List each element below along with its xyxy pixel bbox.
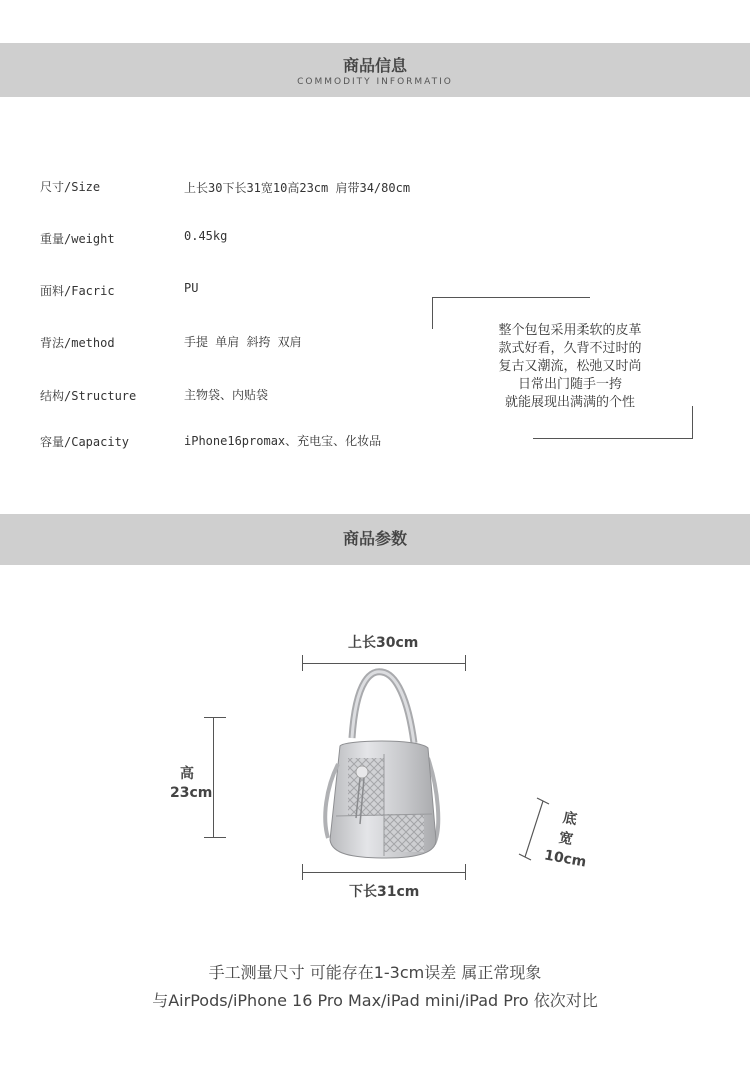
desc-line: 复古又潮流，松弛又时尚 xyxy=(498,359,642,374)
spec-label-fabric: 面料/Facric xyxy=(40,284,115,298)
bag-image xyxy=(310,668,460,864)
bottom-length-label: 下长31cm xyxy=(349,884,420,900)
spec-label-weight: 重量/weight xyxy=(40,232,115,246)
spec-label-size: 尺寸/Size xyxy=(40,180,101,194)
desc-bracket-bottom xyxy=(533,438,693,439)
spec-value-weight: 0.45kg xyxy=(184,229,228,243)
top-length-tick-left xyxy=(302,655,303,671)
height-label: 高 xyxy=(180,766,194,782)
bottom-length-tick-left xyxy=(302,864,303,880)
spec-value-method: 手提 单肩 斜挎 双肩 xyxy=(184,335,302,349)
spec-label-method: 背法/method xyxy=(40,336,115,350)
desc-line: 款式好看，久背不过时的 xyxy=(498,341,642,356)
spec-label-structure: 结构/Structure xyxy=(40,389,137,403)
commodity-info-title: 商品信息 xyxy=(342,56,407,75)
spec-label-capacity: 容量/Capacity xyxy=(40,435,130,449)
depth-label-1: 底 xyxy=(561,809,579,829)
bottom-length-tick-right xyxy=(465,864,466,880)
depth-label-2: 宽 xyxy=(557,829,575,849)
depth-value: 10cm xyxy=(542,847,588,871)
desc-line: 日常出门随手一挎 xyxy=(517,377,622,392)
height-value: 23cm xyxy=(170,785,213,801)
desc-bracket-top-vertical xyxy=(432,297,433,329)
measurement-note: 手工测量尺寸 可能存在1-3cm误差 属正常现象 xyxy=(208,963,542,982)
spec-value-size: 上长30下长31宽10高23cm 肩带34/80cm xyxy=(184,181,411,195)
height-line xyxy=(213,717,214,838)
top-length-tick-right xyxy=(465,655,466,671)
top-length-label: 上长30cm xyxy=(348,635,419,651)
spec-value-structure: 主物袋、内贴袋 xyxy=(184,388,269,402)
desc-line: 就能展现出满满的个性 xyxy=(504,395,635,410)
desc-bracket-top xyxy=(432,297,590,298)
desc-bracket-bottom-vertical xyxy=(692,406,693,439)
commodity-info-subtitle: COMMODITY INFORMATIO xyxy=(297,77,453,87)
desc-line: 整个包包采用柔软的皮革 xyxy=(498,323,642,338)
bottom-length-line xyxy=(302,872,466,873)
product-description xyxy=(470,322,670,412)
spec-value-fabric: PU xyxy=(184,281,199,295)
height-tick-bottom xyxy=(204,837,226,838)
height-tick-top xyxy=(204,717,226,718)
product-params-title: 商品参数 xyxy=(342,529,407,548)
comparison-note: 与AirPods/iPhone 16 Pro Max/iPad mini/iPad Pro 依次对比 xyxy=(152,991,598,1010)
top-length-line xyxy=(302,663,466,664)
spec-value-capacity: iPhone16promax、充电宝、化妆品 xyxy=(184,434,382,448)
